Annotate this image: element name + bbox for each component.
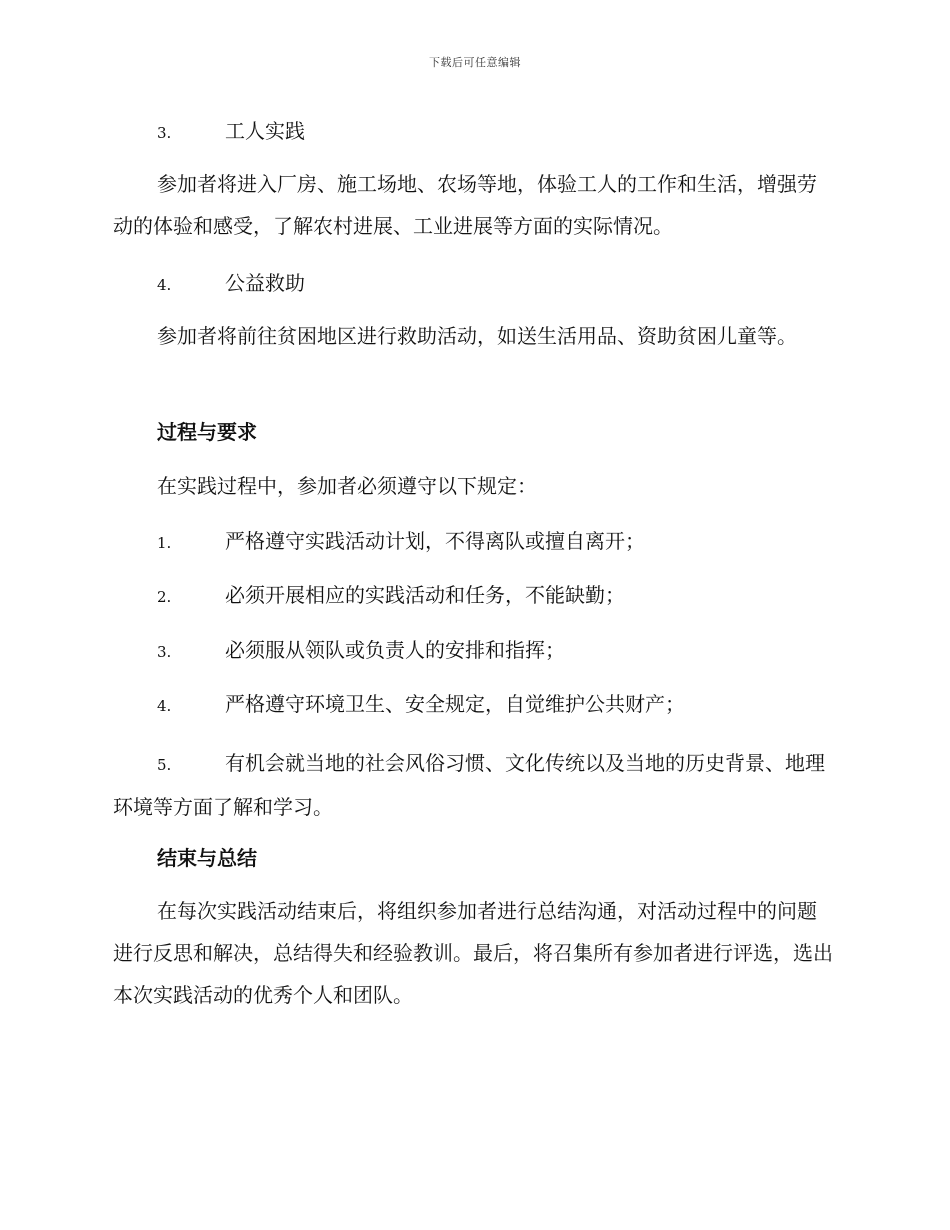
rule-text: 必须服从领队或负责人的安排和指挥； xyxy=(225,638,565,662)
list-item-worker-practice xyxy=(113,114,833,150)
paragraph-summary: 在每次实践活动结束后，将组织参加者进行总结沟通，对活动过程中的问题进行反思和解决，总结得失和经验教训。最后，将召集所有参加者进行评选，选出本次实践活动的优秀个人和团队。 xyxy=(113,899,833,1007)
rule-item xyxy=(113,742,833,828)
list-number: 3. xyxy=(157,643,172,661)
list-item-charity-aid xyxy=(113,266,833,302)
rule-item xyxy=(113,524,833,560)
list-number: 2. xyxy=(157,588,172,606)
header-note: 下载后可任意编辑 xyxy=(429,56,521,69)
section-heading-process: 过程与要求 xyxy=(157,420,257,444)
rule-item xyxy=(113,687,833,723)
rule-item xyxy=(113,633,833,669)
list-number: 5. xyxy=(157,756,172,774)
rule-item xyxy=(113,578,833,614)
rule-text: 必须开展相应的实践活动和任务，不能缺勤； xyxy=(225,583,625,607)
rule-text: 严格遵守实践活动计划，不得离队或擅自离开； xyxy=(225,529,645,553)
list-title: 公益救助 xyxy=(225,271,305,295)
rule-text: 有机会就当地的社会风俗习惯、文化传统以及当地的历史背景、地理环境等方面了解和学习。 xyxy=(113,751,825,819)
paragraph-charity-aid: 参加者将前往贫困地区进行救助活动，如送生活用品、资助贫困儿童等。 xyxy=(157,324,797,348)
section-heading-summary: 结束与总结 xyxy=(157,846,257,870)
list-title: 工人实践 xyxy=(225,119,305,143)
paragraph-rules-intro: 在实践过程中，参加者必须遵守以下规定： xyxy=(157,474,537,498)
list-number: 1. xyxy=(157,534,172,552)
list-number: 4. xyxy=(157,697,172,715)
list-number: 4. xyxy=(157,276,172,294)
list-number: 3. xyxy=(157,124,172,142)
rule-text: 严格遵守环境卫生、安全规定，自觉维护公共财产； xyxy=(225,692,685,716)
paragraph-worker-practice: 参加者将进入厂房、施工场地、农场等地，体验工人的工作和生活，增强劳动的体验和感受，了解农村进展、工业进展等方面的实际情况。 xyxy=(113,172,817,238)
